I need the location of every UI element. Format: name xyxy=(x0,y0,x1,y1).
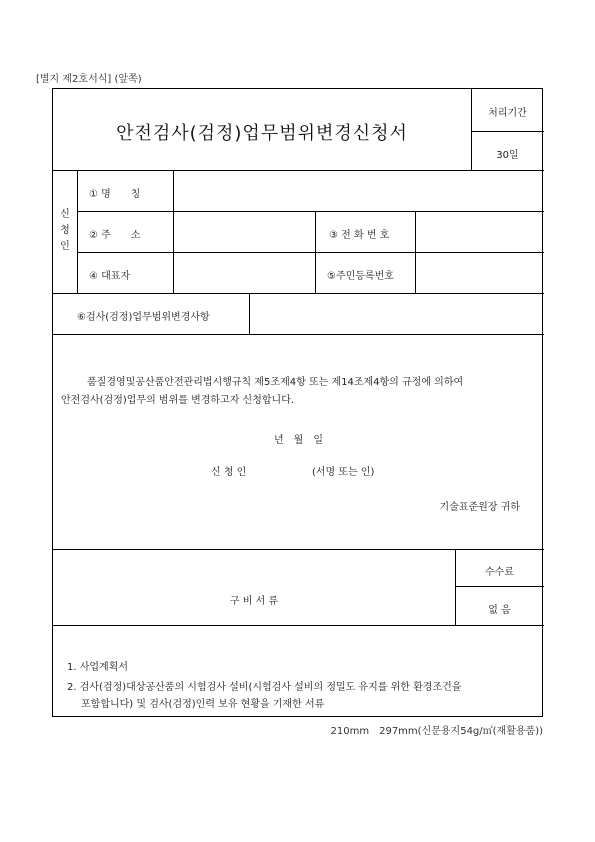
body-line-2: 안전검사(검정)업무의 범위를 변경하고자 신청합니다. xyxy=(61,395,295,406)
date-line: 년 월 일 xyxy=(274,435,323,446)
signature-label: (서명 또는 인) xyxy=(312,467,375,478)
name-label: ① 명 칭 xyxy=(89,189,141,200)
document-item-1: 1. 사업계획서 xyxy=(67,662,129,673)
change-value-line xyxy=(249,293,250,334)
processing-period-label: 처리기간 xyxy=(488,108,527,119)
phone-value-left-line xyxy=(415,211,416,293)
applicant-value-line xyxy=(173,170,174,293)
fee-value: 없 음 xyxy=(488,605,511,616)
fee-divider xyxy=(455,586,544,587)
form-number-label: [별지 제2호서식] (앞쪽) xyxy=(36,74,142,85)
period-divider xyxy=(471,131,544,132)
required-documents-label: 구 비 서 류 xyxy=(229,596,279,607)
applicant-label-line xyxy=(77,170,78,293)
applicant-section-label: 신 청 인 xyxy=(60,209,70,252)
body-line-1: 품질경영및공산품안전관리법시행규칙 제5조제4항 또는 제14조제4항의 규정에 의하여 xyxy=(87,377,464,388)
document-item-2: 2. 검사(검정)대상공산품의 시험검사 설비(시험검사 설비의 정밀도 유지를 위한 환경조건을 xyxy=(67,682,462,693)
processing-period-value: 30일 xyxy=(496,150,519,161)
representative-label: ④ 대표자 xyxy=(89,271,131,282)
title-divider xyxy=(53,170,544,171)
applicant-bottom-divider xyxy=(53,293,544,294)
address-label: ② 주 소 xyxy=(89,230,141,241)
change-bottom-divider xyxy=(53,334,544,335)
form-title: 안전검사(검정)업무범위변경신청서 xyxy=(116,123,408,144)
row-divider-1 xyxy=(77,211,544,212)
paper-spec-footer: 210mm 297mm(신문용지54g/㎡(재활용품)) xyxy=(330,726,543,737)
document-item-2-continued: 포함합니다) 및 검사(검정)인력 보유 현황을 기재한 서류 xyxy=(81,699,325,710)
row-divider-2 xyxy=(77,252,544,253)
body-bottom-divider xyxy=(53,549,544,550)
change-details-label: ⑥검사(검정)업무범위변경사항 xyxy=(77,312,210,323)
applicant-sign-label: 신 청 인 xyxy=(211,467,247,478)
fee-label: 수수료 xyxy=(485,567,514,578)
recipient-label: 기술표준원장 귀하 xyxy=(439,502,520,513)
application-form xyxy=(52,88,543,717)
phone-label-left-line xyxy=(315,211,316,293)
docs-bottom-divider xyxy=(53,625,544,626)
phone-label: ③ 전 화 번 호 xyxy=(329,230,390,241)
registration-number-label: ⑤주민등록번호 xyxy=(327,271,394,282)
